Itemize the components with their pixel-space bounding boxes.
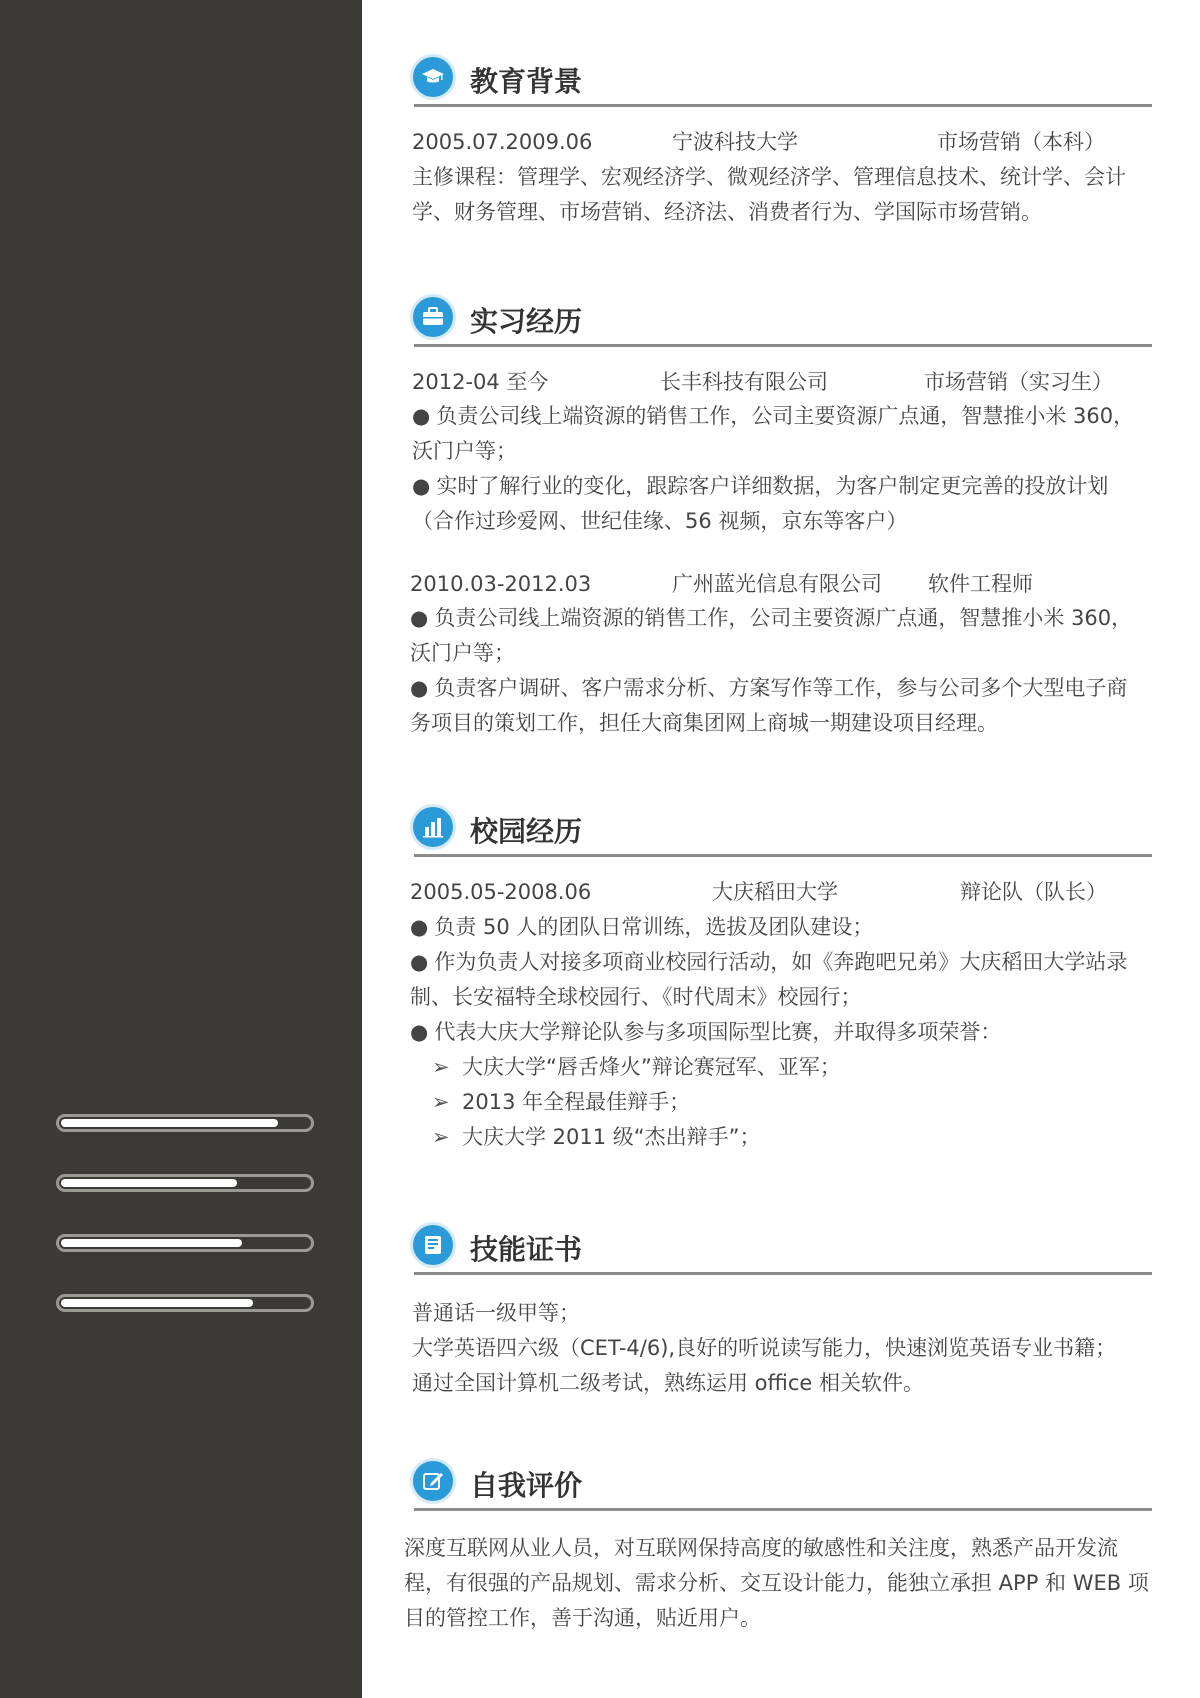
- bullet-text: 代表大庆大学辩论队参与多项国际型比赛，并取得多项荣誉：: [434, 1020, 1002, 1044]
- sub-item-text: 大庆大学 2011 级“杰出辩手”；: [462, 1125, 761, 1149]
- entry-date: 2005.07.2009.06: [412, 130, 593, 154]
- bullet-text: 实时了解行业的变化，跟踪客户详细数据，为客户制定更完善的投放计划: [436, 474, 1109, 498]
- graduation-cap-icon: [410, 54, 456, 100]
- skill-level-bar: [56, 1294, 314, 1312]
- sub-item-text: 2013 年全程最佳辩手；: [462, 1090, 691, 1114]
- skill-level-bar: [56, 1114, 314, 1132]
- section-title: 自我评价: [470, 1469, 583, 1502]
- arrow-bullet-icon: ➢: [432, 1090, 450, 1114]
- section-title: 实习经历: [470, 305, 583, 338]
- section-divider: [414, 1272, 1152, 1275]
- entry-role: 辩论队（队长）: [960, 880, 1107, 904]
- text-line: 通过全国计算机二级考试，熟练运用 office 相关软件。: [412, 1371, 924, 1395]
- bullet-text: 负责客户调研、客户需求分析、方案写作等工作，参与公司多个大型电子商: [434, 676, 1128, 700]
- bullet-item: ● 负责公司线上端资源的销售工作，公司主要资源广点通，智慧推小米 360，: [410, 606, 1133, 630]
- arrow-bullet-icon: ➢: [432, 1125, 450, 1149]
- skill-level-bar: [56, 1174, 314, 1192]
- entry-major: 市场营销（本科）: [937, 130, 1105, 154]
- campus-entry-header: [410, 875, 1150, 909]
- section-title: 教育背景: [470, 65, 583, 98]
- text-line: 务项目的策划工作，担任大商集团网上商城一期建设项目经理。: [410, 711, 998, 735]
- internship-section-header: [410, 294, 1152, 348]
- campus-details: [410, 910, 1150, 1155]
- internship-entry-header: [410, 567, 1150, 601]
- bullet-item: ● 负责公司线上端资源的销售工作，公司主要资源广点通，智慧推小米 360，: [412, 404, 1135, 428]
- edit-icon: [410, 1458, 456, 1504]
- text-line: 沃门户等；: [412, 439, 517, 463]
- entry-company: 广州蓝光信息有限公司: [672, 572, 882, 596]
- text-line: 学、财务管理、市场营销、经济法、消费者行为、学国际市场营销。: [412, 200, 1042, 224]
- skill-level-fill: [61, 1239, 242, 1247]
- sidebar: [0, 0, 362, 1698]
- sub-item-text: 大庆大学“唇舌烽火”辩论赛冠军、亚军；: [462, 1055, 841, 1079]
- skill-level-bar: [56, 1234, 314, 1252]
- entry-date: 2010.03-2012.03: [410, 572, 592, 596]
- entry-role: 软件工程师: [928, 572, 1033, 596]
- text-line: 主修课程：管理学、宏观经济学、微观经济学、管理信息技术、统计学、会计: [412, 165, 1126, 189]
- text-line: 沃门户等；: [410, 641, 515, 665]
- resume-main: [362, 0, 1200, 1698]
- self-eval-details: [404, 1531, 1149, 1636]
- education-courses: [412, 160, 1152, 230]
- text-line: 大学英语四六级（CET-4/6),良好的听说读写能力，快速浏览英语专业书籍；: [412, 1336, 1117, 1360]
- entry-company: 长丰科技有限公司: [660, 370, 828, 394]
- entry-role: 市场营销（实习生）: [924, 370, 1113, 394]
- text-line: 普通话一级甲等；: [412, 1301, 580, 1325]
- entry-date: 2005.05-2008.06: [410, 880, 592, 904]
- bullet-item: ● 代表大庆大学辩论队参与多项国际型比赛，并取得多项荣誉：: [410, 1020, 1002, 1044]
- section-divider: [414, 854, 1152, 857]
- entry-school: 宁波科技大学: [672, 130, 798, 154]
- bar-chart-icon: [410, 804, 456, 850]
- bullet-text: 负责 50 人的团队日常训练，选拔及团队建设；: [434, 915, 874, 939]
- arrow-bullet-icon: ➢: [432, 1055, 450, 1079]
- sub-item: [410, 1050, 1150, 1085]
- certificate-icon: [410, 1222, 456, 1268]
- education-section-header: [410, 54, 1152, 108]
- text-line: 目的管控工作，善于沟通，贴近用户。: [404, 1606, 761, 1630]
- briefcase-icon: [410, 294, 456, 340]
- text-line: 制、长安福特全球校园行、《时代周末》校园行；: [410, 985, 862, 1009]
- text-line: 深度互联网从业人员，对互联网保持高度的敏感性和关注度，熟悉产品开发流: [404, 1536, 1118, 1560]
- skills-details: [412, 1296, 1152, 1401]
- skill-level-fill: [61, 1299, 253, 1307]
- bullet-item: ● 负责 50 人的团队日常训练，选拔及团队建设；: [410, 915, 874, 939]
- section-divider: [414, 104, 1152, 107]
- skill-level-fill: [61, 1179, 237, 1187]
- text-line: （合作过珍爱网、世纪佳缘、56 视频，京东等客户）: [412, 509, 908, 533]
- section-title: 校园经历: [470, 815, 583, 848]
- internship-entry-header: [412, 365, 1152, 399]
- skills-section-header: [410, 1222, 1152, 1276]
- section-divider: [414, 1508, 1152, 1511]
- bullet-item: ● 作为负责人对接多项商业校园行活动，如《奔跑吧兄弟》大庆稻田大学站录: [410, 950, 1128, 974]
- campus-section-header: [410, 804, 1152, 858]
- internship-job1-details: [412, 399, 1152, 539]
- internship-job2-details: [410, 601, 1150, 741]
- entry-school: 大庆稻田大学: [712, 880, 838, 904]
- bullet-text: 负责公司线上端资源的销售工作，公司主要资源广点通，智慧推小米 360，: [434, 606, 1133, 630]
- bullet-text: 作为负责人对接多项商业校园行活动，如《奔跑吧兄弟》大庆稻田大学站录: [434, 950, 1128, 974]
- sub-item: [410, 1120, 1150, 1155]
- sub-item: [410, 1085, 1150, 1120]
- section-divider: [414, 344, 1152, 347]
- text-line: 程，有很强的产品规划、需求分析、交互设计能力，能独立承担 APP 和 WEB 项: [404, 1571, 1149, 1595]
- section-title: 技能证书: [470, 1233, 583, 1266]
- entry-date: 2012-04 至今: [412, 370, 549, 394]
- skill-level-fill: [61, 1119, 278, 1127]
- bullet-item: ● 负责客户调研、客户需求分析、方案写作等工作，参与公司多个大型电子商: [410, 676, 1128, 700]
- bullet-text: 负责公司线上端资源的销售工作，公司主要资源广点通，智慧推小米 360，: [436, 404, 1135, 428]
- education-entry-header: [412, 125, 1152, 159]
- bullet-item: ● 实时了解行业的变化，跟踪客户详细数据，为客户制定更完善的投放计划: [412, 474, 1109, 498]
- self-eval-section-header: [410, 1458, 1152, 1512]
